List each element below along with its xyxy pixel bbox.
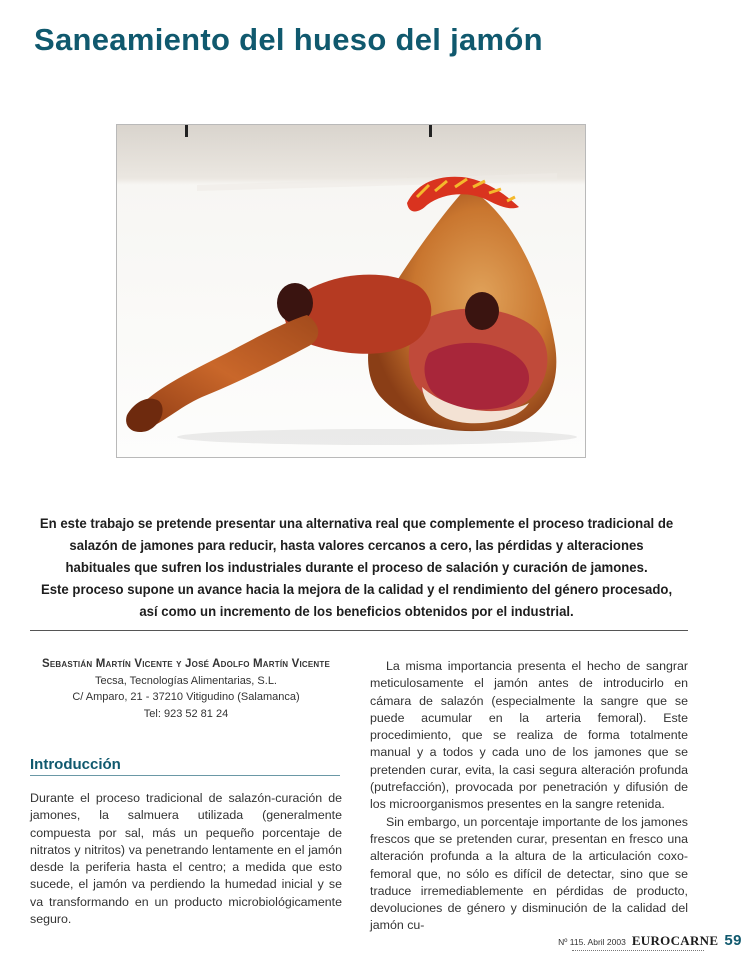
footer-dotted-rule: [572, 950, 704, 951]
article-title: Saneamiento del hueso del jamón: [34, 22, 543, 57]
page-footer: [558, 932, 742, 949]
author-phone: Tel: 923 52 81 24: [143, 707, 229, 720]
body-paragraph-2: Sin embargo, un porcentaje importante de los jamones frescos que se pretenden curar, presentan en fresco una alteración profunda a la altura de la articulación coxo-femoral que, no sólo es difícil de detectar, sino que se traduce irremediablemente en pérdidas de producto, devoluciones de género y disminución de la calidad del jamón cu-: [370, 814, 688, 933]
intro-heading: Introducción: [30, 756, 121, 773]
page-number: 59: [724, 932, 742, 949]
author-address: C/ Amparo, 21 - 37210 Vitigudino (Salamanca): [72, 691, 300, 703]
intro-paragraph: Durante el proceso tradicional de salazón-curación de jamones, la salmuera utilizada (generalmente compuesta por sal, más un pequeño porcentaje de nitratos y nitritos) va penetrando lentamente en el jamón desde la periferia hasta el centro; a medida que esto sucede, el jamón va perdiendo la humedad inicial y se va transformando en un producto microbiológicamente seguro.: [30, 791, 342, 927]
footer-magazine: EUROCARNE: [631, 933, 719, 948]
intro-heading-rule: [30, 775, 340, 776]
right-column: [370, 658, 688, 935]
section-divider: [30, 630, 688, 631]
ham-photo: [116, 124, 586, 458]
author-company: Tecsa, Tecnologías Alimentarias, S.L.: [94, 674, 277, 687]
ham-illustration: [117, 125, 585, 457]
author-names: Sebastián Martín Vicente y José Adolfo Martín Vicente: [41, 658, 331, 670]
abstract: [36, 512, 677, 622]
left-column: [30, 790, 342, 928]
author-block: [36, 656, 336, 722]
abstract-paragraph-1: En este trabajo se pretende presentar una alternativa real que complemente el proceso tradicional de salazón de jamones para reducir, hasta valores cercanos a cero, las pérdidas y alteraciones habituales que sufren los industriales durante el proceso de salación y curación de jamones.: [39, 515, 674, 575]
footer-issue: Nº 115. Abril 2003: [558, 937, 626, 947]
body-paragraph-1: La misma importancia presenta el hecho de sangrar meticulosamente el jamón antes de introducirlo en cámara de salazón (especialmente la sangre que se puede acumular en la arteria femoral). Este procedimiento, que se realiza de forma totalmente manual y a todos y cada uno de los jamones que se pretenden curar, evita, la casi segura alteración profunda (putrefacción), provocada por penetración y difusión de los microorganismos presentes en la sangre retenida.: [370, 659, 688, 812]
abstract-paragraph-2: Este proceso supone un avance hacia la mejora de la calidad y el rendimiento del género procesado, así como un incremento de los beneficios obtenidos por el industrial.: [40, 581, 673, 619]
